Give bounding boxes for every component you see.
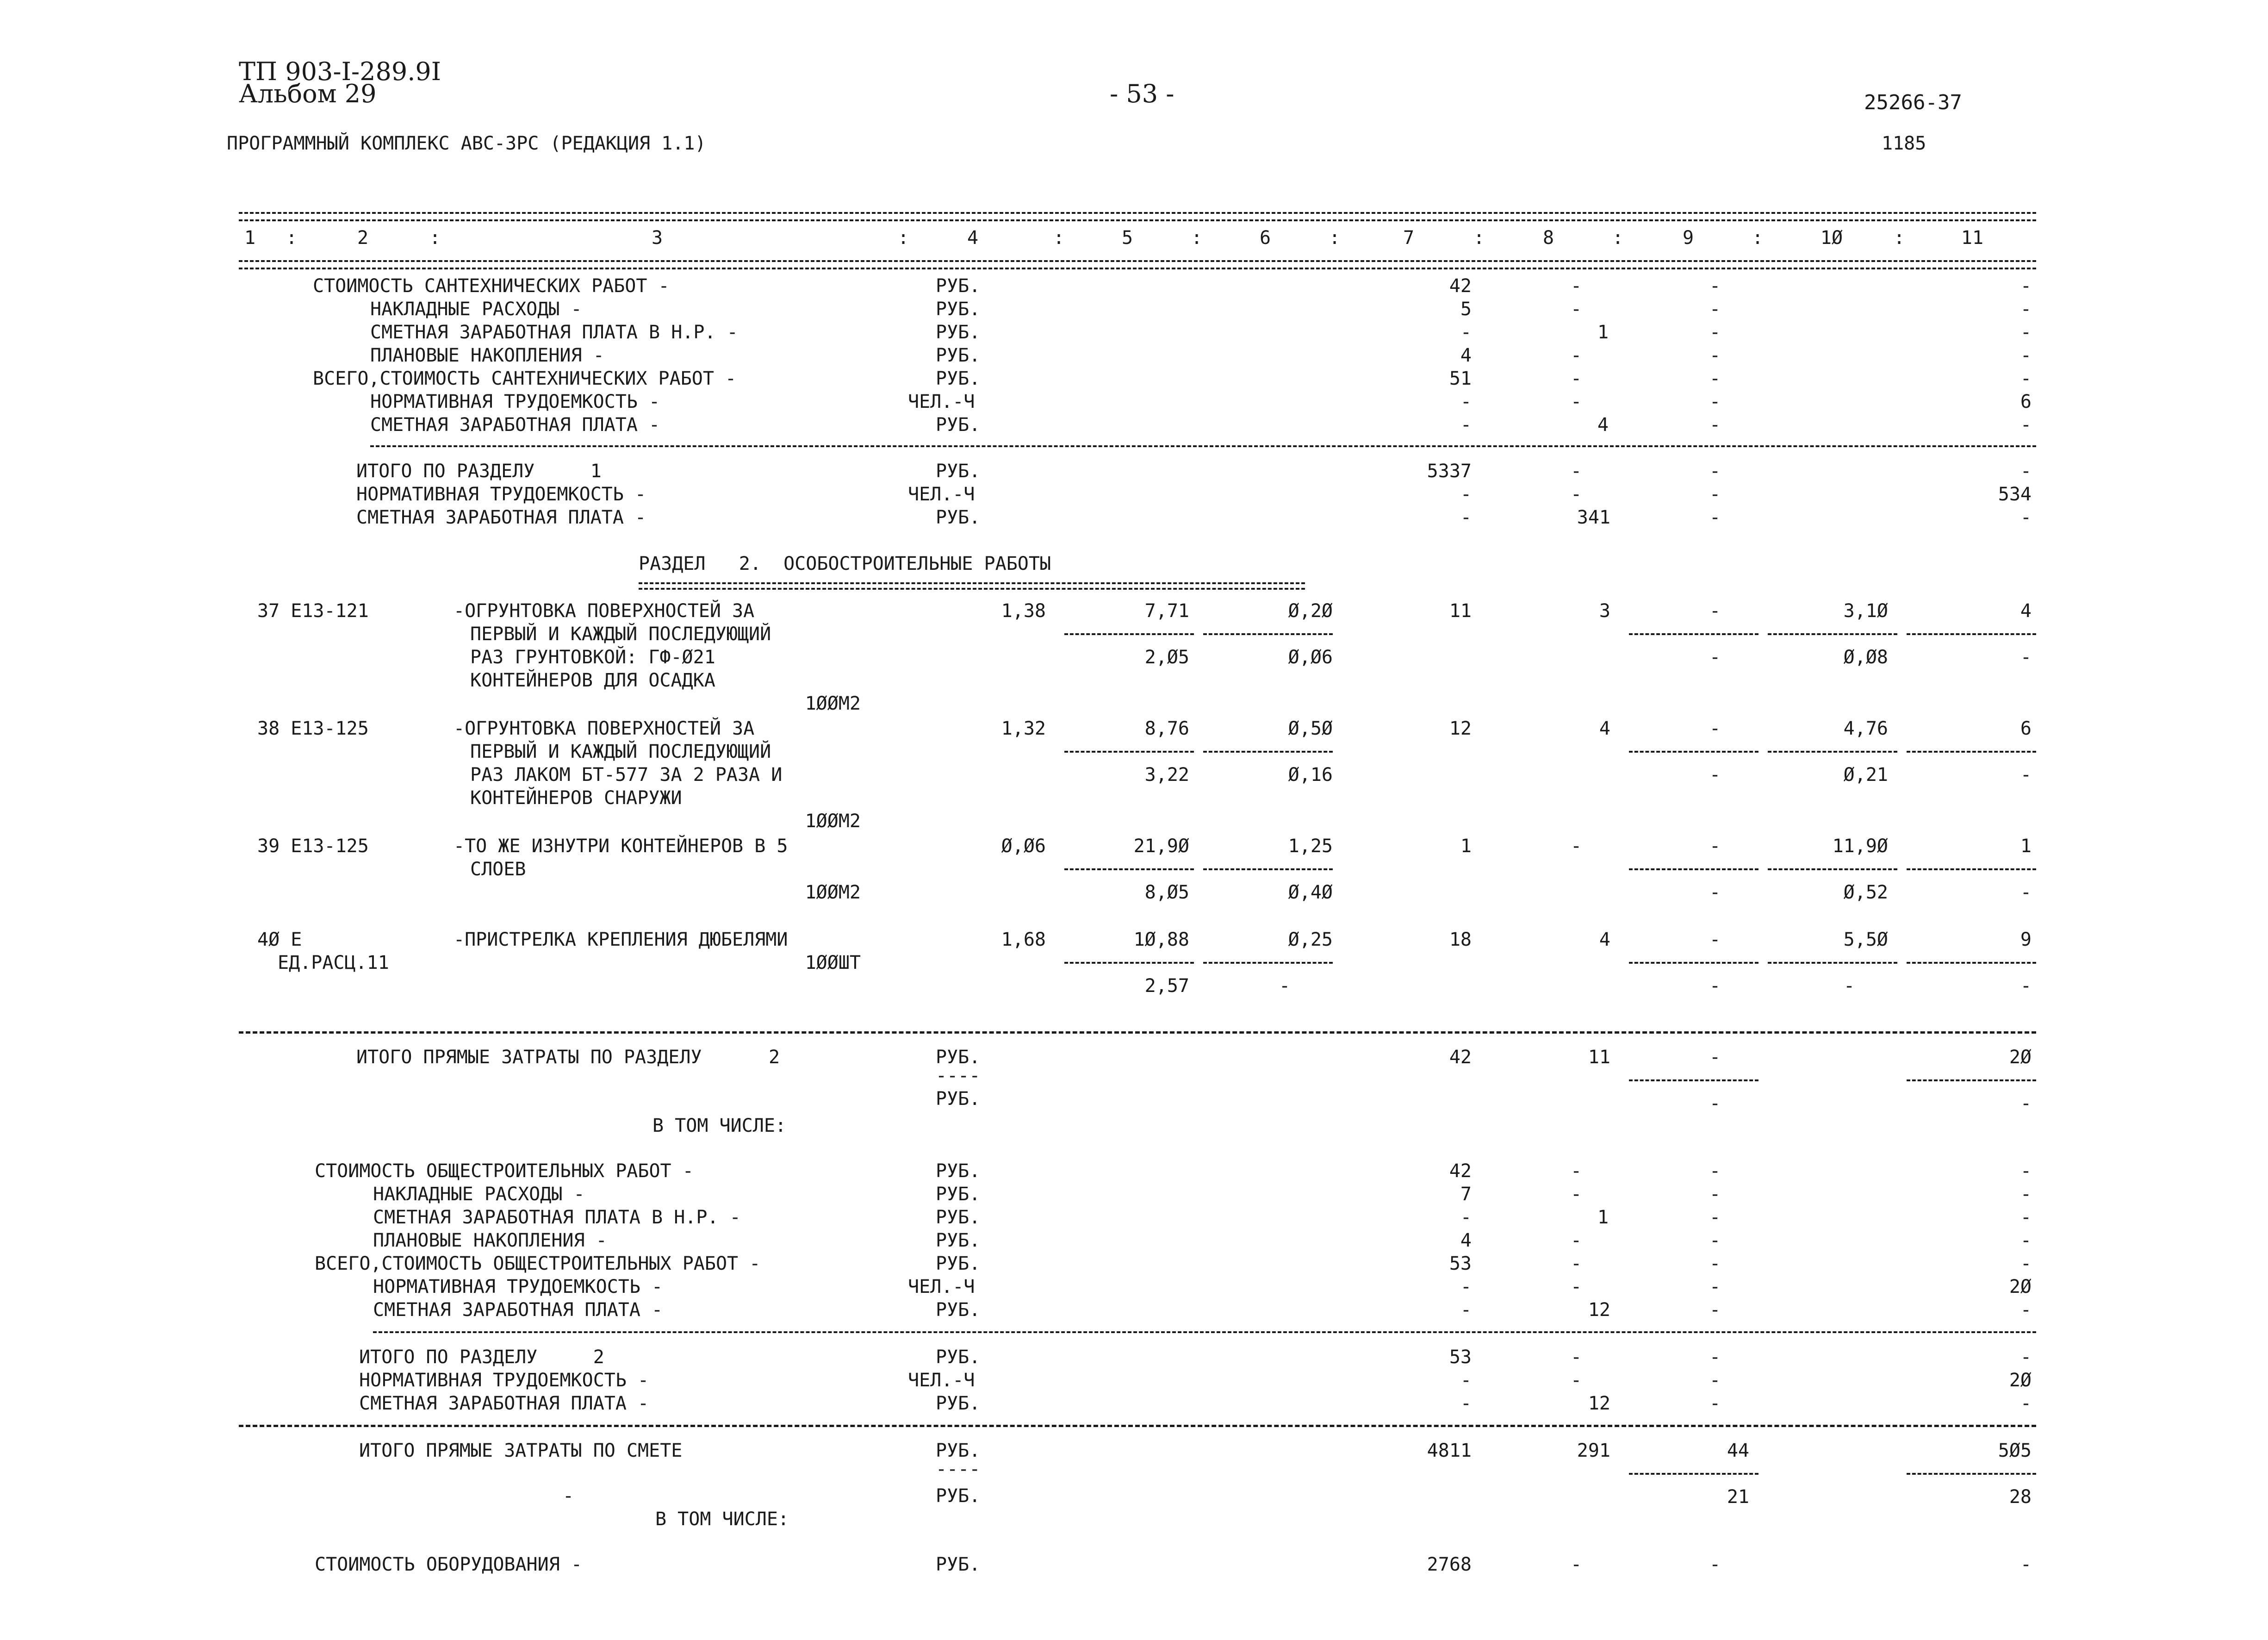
cell-c9b: -	[1709, 647, 1721, 668]
cell-c7: -	[1460, 1276, 1472, 1297]
col-sep: :	[1191, 227, 1203, 249]
row-label: ИТОГО ПРЯМЫЕ ЗАТРАТЫ ПО РАЗДЕЛУ 2	[356, 1047, 780, 1068]
cell-c11: 2Ø	[2009, 1276, 2032, 1297]
cell-c9: -	[1709, 507, 1721, 528]
row-unit: РУБ.	[936, 1184, 981, 1205]
cell-c7: -	[1460, 1370, 1472, 1391]
cell-c6b: -	[1279, 975, 1291, 997]
cell-c10b: Ø,52	[1843, 882, 1888, 903]
cell-c6b: Ø,4Ø	[1288, 882, 1333, 903]
cell-c8: 4	[1599, 929, 1610, 950]
header-top-rule	[239, 212, 2036, 221]
cell-c11: -	[2020, 368, 2032, 389]
col-num: 3	[651, 227, 663, 249]
cell-c11: 9	[2020, 929, 2032, 950]
cell-divider	[1768, 751, 1897, 753]
cell-c7: 42	[1449, 1047, 1472, 1068]
cell-c8: -	[1570, 461, 1582, 482]
cell-c6: Ø,2Ø	[1288, 600, 1333, 622]
cell-c11: -	[2020, 275, 2032, 297]
row-label: ВСЕГО,СТОИМОСТЬ САНТЕХНИЧЕСКИХ РАБОТ -	[313, 368, 737, 389]
item-desc-line: ПЕРВЫЙ И КАЖДЫЙ ПОСЛЕДУЮЩИЙ	[470, 741, 771, 762]
cell-c11: 4	[2020, 600, 2032, 622]
row-unit: РУБ.	[936, 1160, 981, 1182]
cell-c7: -	[1460, 1299, 1472, 1321]
row-label: ИТОГО ПО РАЗДЕЛУ 2	[359, 1347, 604, 1368]
cell-c7: -	[1460, 322, 1472, 343]
cell-c8: -	[1570, 1554, 1582, 1575]
col-sep: :	[429, 227, 441, 249]
cell-c8: -	[1570, 1347, 1582, 1368]
cell-c8: 291	[1577, 1440, 1610, 1461]
cell-c11b: -	[2020, 882, 2032, 903]
cell-c8: 4	[1599, 718, 1610, 739]
cell-c9: -	[1709, 1393, 1721, 1414]
item-desc-line: -ОГРУНТОВКА ПОВЕРХНОСТЕЙ ЗА	[454, 600, 755, 622]
cell-c8: -	[1570, 836, 1582, 857]
cell-c9: -	[1709, 414, 1721, 436]
cell-c7: 7	[1460, 1184, 1472, 1205]
cell-c6: 1,25	[1288, 836, 1333, 857]
col-sep: :	[1053, 227, 1065, 249]
item-code: 39 Е13-125	[257, 836, 369, 857]
cell-c7: -	[1460, 1393, 1472, 1414]
cell-c11: -	[2020, 1184, 2032, 1205]
row-label: НОРМАТИВНАЯ ТРУДОЕМКОСТЬ -	[373, 1276, 663, 1297]
cell-c5: 1Ø,88	[1133, 929, 1189, 950]
row-unit: РУБ.	[936, 1393, 981, 1414]
cell-c9: -	[1709, 1230, 1721, 1251]
col-num: 4	[967, 227, 979, 249]
cell-c7: 42	[1449, 1160, 1472, 1182]
cell-c11: 6	[2020, 391, 2032, 412]
unit-divider: ----	[936, 1065, 981, 1086]
row-unit: РУБ.	[936, 275, 981, 297]
col-num: 1	[244, 227, 256, 249]
col-num: 7	[1403, 227, 1415, 249]
cell-c7: 12	[1449, 718, 1472, 739]
cell-c11: -	[2020, 1347, 2032, 1368]
cell-divider	[1629, 962, 1758, 964]
cell-c11: -	[2020, 414, 2032, 436]
row-unit: РУБ.	[936, 507, 981, 528]
col-sep: :	[897, 227, 909, 249]
divider	[370, 445, 2036, 447]
cell-c8: 4	[1597, 414, 1609, 436]
col-sep: :	[1473, 227, 1485, 249]
cell-c9: -	[1709, 1160, 1721, 1182]
item-desc-line: -ПРИСТРЕЛКА КРЕПЛЕНИЯ ДЮБЕЛЯМИ	[454, 929, 788, 950]
cell-divider	[1203, 751, 1333, 753]
cell-c7: 2768	[1427, 1554, 1472, 1575]
sheet-number: 1185	[1882, 133, 1926, 154]
row-unit: РУБ.	[936, 1440, 981, 1461]
cell-c9: -	[1709, 1370, 1721, 1391]
cell-c9: -	[1709, 1207, 1721, 1228]
cell-c10b: -	[1843, 975, 1855, 997]
cell-divider	[1768, 633, 1897, 635]
item-measure: 1ØØМ2	[805, 811, 861, 832]
cell-divider	[1629, 751, 1758, 753]
cell-c8: -	[1570, 275, 1582, 297]
cell-c7: 4	[1460, 1230, 1472, 1251]
item-desc-line: -ОГРУНТОВКА ПОВЕРХНОСТЕЙ ЗА	[454, 718, 755, 739]
row-unit: РУБ.	[936, 345, 981, 366]
cell-c5: 7,71	[1144, 600, 1189, 622]
cell-c8: -	[1570, 1370, 1582, 1391]
col-num: 11	[1961, 227, 1984, 249]
cell-c11: 5Ø5	[1998, 1440, 2032, 1461]
cell-c10b: Ø,Ø8	[1843, 647, 1888, 668]
row-unit: РУБ.	[936, 1485, 981, 1507]
cell-c8: -	[1570, 1276, 1582, 1297]
row-label: НОРМАТИВНАЯ ТРУДОЕМКОСТЬ -	[356, 484, 646, 505]
unit-divider: ----	[936, 1459, 981, 1480]
cell-c9: -	[1709, 1184, 1721, 1205]
cell-c11b: 28	[2009, 1486, 2032, 1508]
cell-c7: 4811	[1427, 1440, 1472, 1461]
cell-divider	[1907, 962, 2036, 964]
cell-c11: -	[2020, 1393, 2032, 1414]
cell-c8: 1	[1597, 322, 1609, 343]
row-label: ВСЕГО,СТОИМОСТЬ ОБЩЕСТРОИТЕЛЬНЫХ РАБОТ -	[315, 1253, 761, 1274]
item-desc-line: СЛОЕВ	[470, 859, 526, 880]
cell-c7: 11	[1449, 600, 1472, 622]
cell-c4: 1,68	[1001, 929, 1046, 950]
cell-c9: -	[1709, 1276, 1721, 1297]
cell-c7: 1	[1460, 836, 1472, 857]
row-label: СМЕТНАЯ ЗАРАБОТНАЯ ПЛАТА -	[370, 414, 660, 436]
cell-c9: -	[1709, 929, 1721, 950]
cell-divider	[1064, 868, 1194, 870]
cell-c7: 51	[1449, 368, 1472, 389]
cell-c8: 1	[1597, 1207, 1609, 1228]
row-unit: РУБ.	[936, 1253, 981, 1274]
cell-c8: 341	[1577, 507, 1610, 528]
cell-c11: 6	[2020, 718, 2032, 739]
divider	[373, 1331, 2036, 1333]
row-label: НАКЛАДНЫЕ РАСХОДЫ -	[373, 1184, 585, 1205]
cell-divider	[1629, 868, 1758, 870]
row-label: СТОИМОСТЬ САНТЕХНИЧЕСКИХ РАБОТ -	[313, 275, 670, 297]
cell-c11: -	[2020, 1160, 2032, 1182]
item-measure: 1ØØШТ	[805, 952, 861, 973]
row-unit: РУБ.	[936, 461, 981, 482]
cell-c7: -	[1460, 484, 1472, 505]
item-code-2: ЕД.РАСЦ.11	[278, 952, 389, 973]
cell-c6: Ø,25	[1288, 929, 1333, 950]
col-num: 6	[1259, 227, 1271, 249]
cell-c11: -	[2020, 1253, 2032, 1274]
row-label: ПЛАНОВЫЕ НАКОПЛЕНИЯ -	[370, 345, 604, 366]
item-desc-line: РАЗ ГРУНТОВКОЙ: ГФ-Ø21	[470, 647, 715, 668]
cell-c7: -	[1460, 1207, 1472, 1228]
cell-divider	[1907, 633, 2036, 635]
row-label: СМЕТНАЯ ЗАРАБОТНАЯ ПЛАТА В Н.Р. -	[370, 322, 738, 343]
cell-c8: 3	[1599, 600, 1610, 622]
program-title: ПРОГРАММНЫЙ КОМПЛЕКС АВС-3РС (РЕДАКЦИЯ 1.1)	[227, 133, 706, 154]
cell-c9: -	[1709, 461, 1721, 482]
row-label: НОРМАТИВНАЯ ТРУДОЕМКОСТЬ -	[370, 391, 660, 412]
cell-c5b: 2,57	[1144, 975, 1189, 997]
cell-c5: 8,76	[1144, 718, 1189, 739]
col-sep: :	[286, 227, 298, 249]
cell-c9: -	[1709, 484, 1721, 505]
cell-divider	[1203, 868, 1333, 870]
cell-divider	[1064, 751, 1194, 753]
col-sep: :	[1612, 227, 1624, 249]
col-num: 9	[1682, 227, 1694, 249]
row-label: СМЕТНАЯ ЗАРАБОТНАЯ ПЛАТА -	[373, 1299, 663, 1321]
row-label: ПЛАНОВЫЕ НАКОПЛЕНИЯ -	[373, 1230, 607, 1251]
row-label: НАКЛАДНЫЕ РАСХОДЫ -	[370, 299, 582, 320]
cell-c11: -	[2020, 1230, 2032, 1251]
cell-c7: -	[1460, 507, 1472, 528]
item-desc-line: КОНТЕЙНЕРОВ ДЛЯ ОСАДКА	[470, 670, 715, 691]
row-unit: ЧЕЛ.-Ч	[908, 484, 975, 505]
cell-c11b: -	[2020, 647, 2032, 668]
row-unit: РУБ.	[936, 414, 981, 436]
cell-c9: -	[1709, 299, 1721, 320]
cell-c9b: -	[1709, 1093, 1721, 1114]
document-code: ТП 903-I-289.9I	[239, 57, 441, 86]
col-num: 1Ø	[1820, 227, 1843, 249]
cell-c11: -	[2020, 1207, 2032, 1228]
row-label: СМЕТНАЯ ЗАРАБОТНАЯ ПЛАТА -	[356, 507, 646, 528]
item-desc-line: РАЗ ЛАКОМ БТ-577 ЗА 2 РАЗА И	[470, 764, 783, 786]
row-unit: РУБ.	[936, 1230, 981, 1251]
divider	[239, 1425, 2036, 1427]
cell-c8: -	[1570, 391, 1582, 412]
cell-c11: -	[2020, 461, 2032, 482]
item-desc-line: -ТО ЖЕ ИЗНУТРИ КОНТЕЙНЕРОВ В 5	[454, 836, 788, 857]
cell-c5b: 8,Ø5	[1144, 882, 1189, 903]
cell-c8: -	[1570, 368, 1582, 389]
cell-divider	[1064, 633, 1194, 635]
cell-c10: 5,5Ø	[1843, 929, 1888, 950]
cell-divider	[1768, 868, 1897, 870]
cell-c11: 2Ø	[2009, 1047, 2032, 1068]
cell-c9: -	[1709, 345, 1721, 366]
cell-c6: Ø,5Ø	[1288, 718, 1333, 739]
col-sep: :	[1893, 227, 1905, 249]
row-label: СТОИМОСТЬ ОБЩЕСТРОИТЕЛЬНЫХ РАБОТ -	[315, 1160, 694, 1182]
cell-c7: 5337	[1427, 461, 1472, 482]
cell-c5b: 2,Ø5	[1144, 647, 1189, 668]
cell-c8: -	[1570, 1160, 1582, 1182]
album-number: Альбом 29	[239, 79, 377, 108]
cell-divider	[1907, 1079, 2036, 1081]
cell-c9: -	[1709, 1253, 1721, 1274]
row-unit: РУБ.	[936, 368, 981, 389]
page-number: - 53 -	[1110, 79, 1174, 108]
cell-c11b: -	[2020, 975, 2032, 997]
cell-c11: 534	[1998, 484, 2032, 505]
cell-c9: -	[1709, 1347, 1721, 1368]
cell-c11: -	[2020, 1299, 2032, 1321]
cell-c5b: 3,22	[1144, 764, 1189, 786]
section-title: РАЗДЕЛ 2. ОСОБОСТРОИТЕЛЬНЫЕ РАБОТЫ	[639, 553, 1051, 574]
cell-c8: 11	[1588, 1047, 1610, 1068]
cell-c8: 12	[1588, 1299, 1610, 1321]
item-desc-line: ПЕРВЫЙ И КАЖДЫЙ ПОСЛЕДУЮЩИЙ	[470, 624, 771, 645]
item-code: 37 Е13-121	[257, 600, 369, 622]
cell-c11: 2Ø	[2009, 1370, 2032, 1391]
cell-c7: 42	[1449, 275, 1472, 297]
cell-c4: 1,38	[1001, 600, 1046, 622]
cell-c6b: Ø,16	[1288, 764, 1333, 786]
cell-c8: 12	[1588, 1393, 1610, 1414]
including-label: В ТОМ ЧИСЛЕ:	[652, 1115, 786, 1136]
cell-divider	[1907, 868, 2036, 870]
cell-c11: 1	[2020, 836, 2032, 857]
item-desc-line: КОНТЕЙНЕРОВ СНАРУЖИ	[470, 787, 682, 809]
row-unit: РУБ.	[936, 1299, 981, 1321]
col-num: 8	[1542, 227, 1554, 249]
including-label: В ТОМ ЧИСЛЕ:	[655, 1509, 789, 1530]
cell-c9b: -	[1709, 882, 1721, 903]
cell-c10: 3,1Ø	[1843, 600, 1888, 622]
row-unit: РУБ.	[936, 1088, 981, 1110]
cell-c7: 53	[1449, 1253, 1472, 1274]
cell-c7: 4	[1460, 345, 1472, 366]
stray-dash: -	[563, 1485, 574, 1507]
cell-c9: -	[1709, 391, 1721, 412]
col-sep: :	[1329, 227, 1341, 249]
cell-c7: 53	[1449, 1347, 1472, 1368]
cell-c9: -	[1709, 1047, 1721, 1068]
cell-divider	[1629, 633, 1758, 635]
cell-c9: -	[1709, 1554, 1721, 1575]
header-bottom-rule	[239, 260, 2036, 269]
cell-c11: -	[2020, 507, 2032, 528]
cell-divider	[1629, 1079, 1758, 1081]
cell-divider	[1203, 962, 1333, 964]
cell-c4: Ø,Ø6	[1001, 836, 1046, 857]
row-unit: РУБ.	[936, 1207, 981, 1228]
row-unit: ЧЕЛ.-Ч	[908, 1276, 975, 1297]
row-label: НОРМАТИВНАЯ ТРУДОЕМКОСТЬ -	[359, 1370, 649, 1391]
cell-c11: -	[2020, 1554, 2032, 1575]
row-unit: РУБ.	[936, 1554, 981, 1575]
cell-divider	[1629, 1473, 1758, 1475]
cell-c4: 1,32	[1001, 718, 1046, 739]
cell-c11b: -	[2020, 764, 2032, 786]
cell-c8: -	[1570, 1184, 1582, 1205]
cell-c9: -	[1709, 368, 1721, 389]
cell-c8: -	[1570, 299, 1582, 320]
cell-c10: 4,76	[1843, 718, 1888, 739]
cell-divider	[1907, 751, 2036, 753]
cell-c11: -	[2020, 322, 2032, 343]
cell-c9: -	[1709, 322, 1721, 343]
row-unit: ЧЕЛ.-Ч	[908, 1370, 975, 1391]
cell-c5: 21,9Ø	[1133, 836, 1189, 857]
section-title-underline	[639, 582, 1305, 590]
cell-c7: 18	[1449, 929, 1472, 950]
row-label: СТОИМОСТЬ ОБОРУДОВАНИЯ -	[315, 1554, 582, 1575]
col-sep: :	[1752, 227, 1764, 249]
cell-c6b: Ø,Ø6	[1288, 647, 1333, 668]
cell-c7: 5	[1460, 299, 1472, 320]
cell-divider	[1768, 962, 1897, 964]
cell-c11b: -	[2020, 1093, 2032, 1114]
col-num: 5	[1121, 227, 1133, 249]
cell-c9: -	[1709, 600, 1721, 622]
cell-c9b: 21	[1727, 1486, 1749, 1508]
cell-c10: 11,9Ø	[1832, 836, 1888, 857]
cell-divider	[1064, 962, 1194, 964]
cell-c9: -	[1709, 1299, 1721, 1321]
cell-c9: -	[1709, 275, 1721, 297]
cell-c9b: -	[1709, 975, 1721, 997]
item-measure: 1ØØМ2	[805, 882, 861, 903]
cell-divider	[1203, 633, 1333, 635]
col-num: 2	[357, 227, 369, 249]
inventory-number: 25266-37	[1864, 91, 1962, 114]
row-unit: РУБ.	[936, 1347, 981, 1368]
item-measure: 1ØØМ2	[805, 693, 861, 714]
cell-c9: 44	[1727, 1440, 1749, 1461]
cell-c11: -	[2020, 299, 2032, 320]
cell-c8: -	[1570, 345, 1582, 366]
row-label: ИТОГО ПРЯМЫЕ ЗАТРАТЫ ПО СМЕТЕ	[359, 1440, 683, 1461]
row-label: СМЕТНАЯ ЗАРАБОТНАЯ ПЛАТА В Н.Р. -	[373, 1207, 741, 1228]
cell-divider	[1907, 1473, 2036, 1475]
row-unit: ЧЕЛ.-Ч	[908, 391, 975, 412]
row-unit: РУБ.	[936, 322, 981, 343]
cell-c11: -	[2020, 345, 2032, 366]
divider	[239, 1031, 2036, 1034]
cell-c7: -	[1460, 414, 1472, 436]
row-label: СМЕТНАЯ ЗАРАБОТНАЯ ПЛАТА -	[359, 1393, 649, 1414]
cell-c7: -	[1460, 391, 1472, 412]
row-label: ИТОГО ПО РАЗДЕЛУ 1	[356, 461, 602, 482]
cell-c9b: -	[1709, 764, 1721, 786]
cell-c9: -	[1709, 718, 1721, 739]
row-unit: РУБ.	[936, 299, 981, 320]
cell-c9: -	[1709, 836, 1721, 857]
row-unit: РУБ.	[936, 1047, 981, 1068]
cell-c8: -	[1570, 1230, 1582, 1251]
cell-c10b: Ø,21	[1843, 764, 1888, 786]
item-code: 38 Е13-125	[257, 718, 369, 739]
cell-c8: -	[1570, 484, 1582, 505]
item-code: 4Ø Е	[257, 929, 302, 950]
cell-c8: -	[1570, 1253, 1582, 1274]
